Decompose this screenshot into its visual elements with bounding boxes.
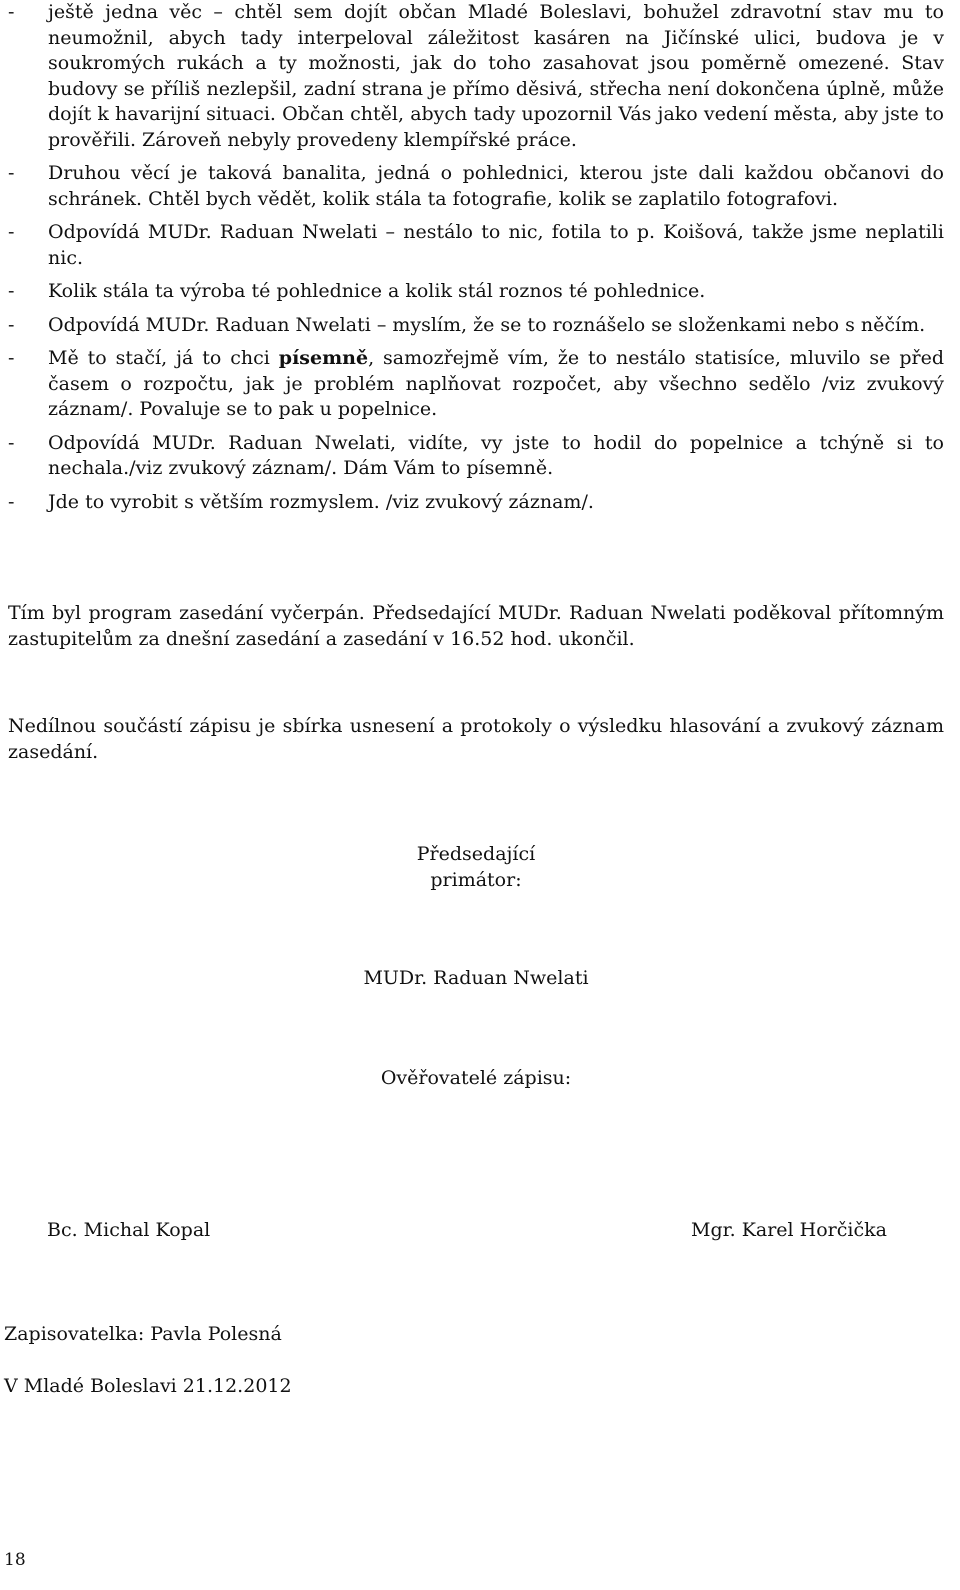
dash-bullet: - — [8, 313, 15, 336]
list-item — [8, 490, 944, 516]
dash-bullet: - — [8, 347, 15, 369]
list-item — [8, 161, 944, 212]
discussion-list — [8, 0, 944, 515]
page-number: 18 — [4, 1550, 26, 1570]
recorder-line: Zapisovatelka: Pavla Polesná — [4, 1323, 282, 1345]
dash-bullet: - — [8, 221, 15, 243]
bold-word: písemně — [278, 347, 369, 369]
closing-paragraph: Tím byl program zasedání vyčerpán. Předsedající MUDr. Raduan Nwelati poděkoval přítomným zastupitelům za dnešní zasedání a zasedání v 16.52 hod. ukončil. — [8, 602, 944, 650]
text-before: Mě to stačí, já to chci — [48, 347, 279, 369]
dash-bullet: - — [8, 1, 15, 23]
list-item — [8, 313, 944, 339]
chair-name: MUDr. Raduan Nwelati — [363, 967, 589, 989]
verifier-name: Bc. Michal Kopal — [47, 1219, 211, 1241]
list-item-text: Jde to vyrobit s větším rozmyslem. /viz zvukový záznam/. — [48, 490, 594, 513]
chair-role: primátor: — [430, 869, 522, 891]
text-after: , samozřejmě vím, že to nestálo statisíce, mluvilo se před časem o rozpočtu, jak je problém naplňovat rozpočet, aby všechno sedělo /viz zvukový záznam/. Povaluje se to pak u popelnice. — [48, 347, 944, 420]
place-date: V Mladé Boleslavi 21.12.2012 — [4, 1375, 292, 1397]
verifier-name: Mgr. Karel Horčička — [691, 1219, 887, 1241]
list-item — [8, 431, 944, 482]
list-item-text: ještě jedna věc – chtěl sem dojít občan Mladé Boleslavi, bohužel zdravotní stav mu to neumožnil, abych tady interpeloval záležitost kasáren na Jičínské ulici, budova je v soukromých rukách a ty možnosti, jak do toho zasahovat jsou poměrně omezené. Stav budovy se příliš nezlepšil, zadní strana je přímo děsivá, střecha není dokončena úplně, může dojít k havarijní situaci. Občan chtěl, abych tady upozornil Vás jako vedení města, aby jste to prověřili. Zároveň nebyly provedeny klempířské práce. — [48, 1, 944, 151]
list-item — [8, 0, 944, 153]
list-item-text — [48, 346, 944, 423]
dash-bullet: - — [8, 490, 15, 513]
list-item-text: Odpovídá MUDr. Raduan Nwelati, vidíte, vy jste to hodil do popelnice a tchýně si to nechala./viz zvukový záznam/. Dám Vám to písemně. — [48, 431, 944, 479]
list-item-text: Druhou věcí je taková banalita, jedná o pohlednici, kterou jste dali každou občanovi do schránek. Chtěl bych vědět, kolik stála ta fotografie, kolik se zaplatilo fotografovi. — [48, 162, 944, 210]
list-item — [8, 220, 944, 271]
dash-bullet: - — [8, 162, 15, 184]
dash-bullet: - — [8, 280, 15, 302]
dash-bullet: - — [8, 431, 15, 454]
list-item-text: Odpovídá MUDr. Raduan Nwelati – nestálo to nic, fotila to p. Koišová, takže jsme neplatili nic. — [48, 221, 944, 269]
verifiers-title: Ověřovatelé zápisu: — [380, 1067, 572, 1089]
list-item — [8, 279, 944, 305]
list-item-text: Kolik stála ta výroba té pohlednice a kolik stál roznos té pohlednice. — [48, 280, 706, 302]
appendix-paragraph: Nedílnou součástí zápisu je sbírka usnesení a protokoly o výsledku hlasování a zvukový záznam zasedání. — [8, 715, 944, 763]
list-item — [8, 346, 944, 423]
chair-title: Předsedající — [416, 843, 536, 865]
list-item-text: Odpovídá MUDr. Raduan Nwelati – myslím, že se to roznášelo se složenkami nebo s něčím. — [48, 313, 926, 336]
